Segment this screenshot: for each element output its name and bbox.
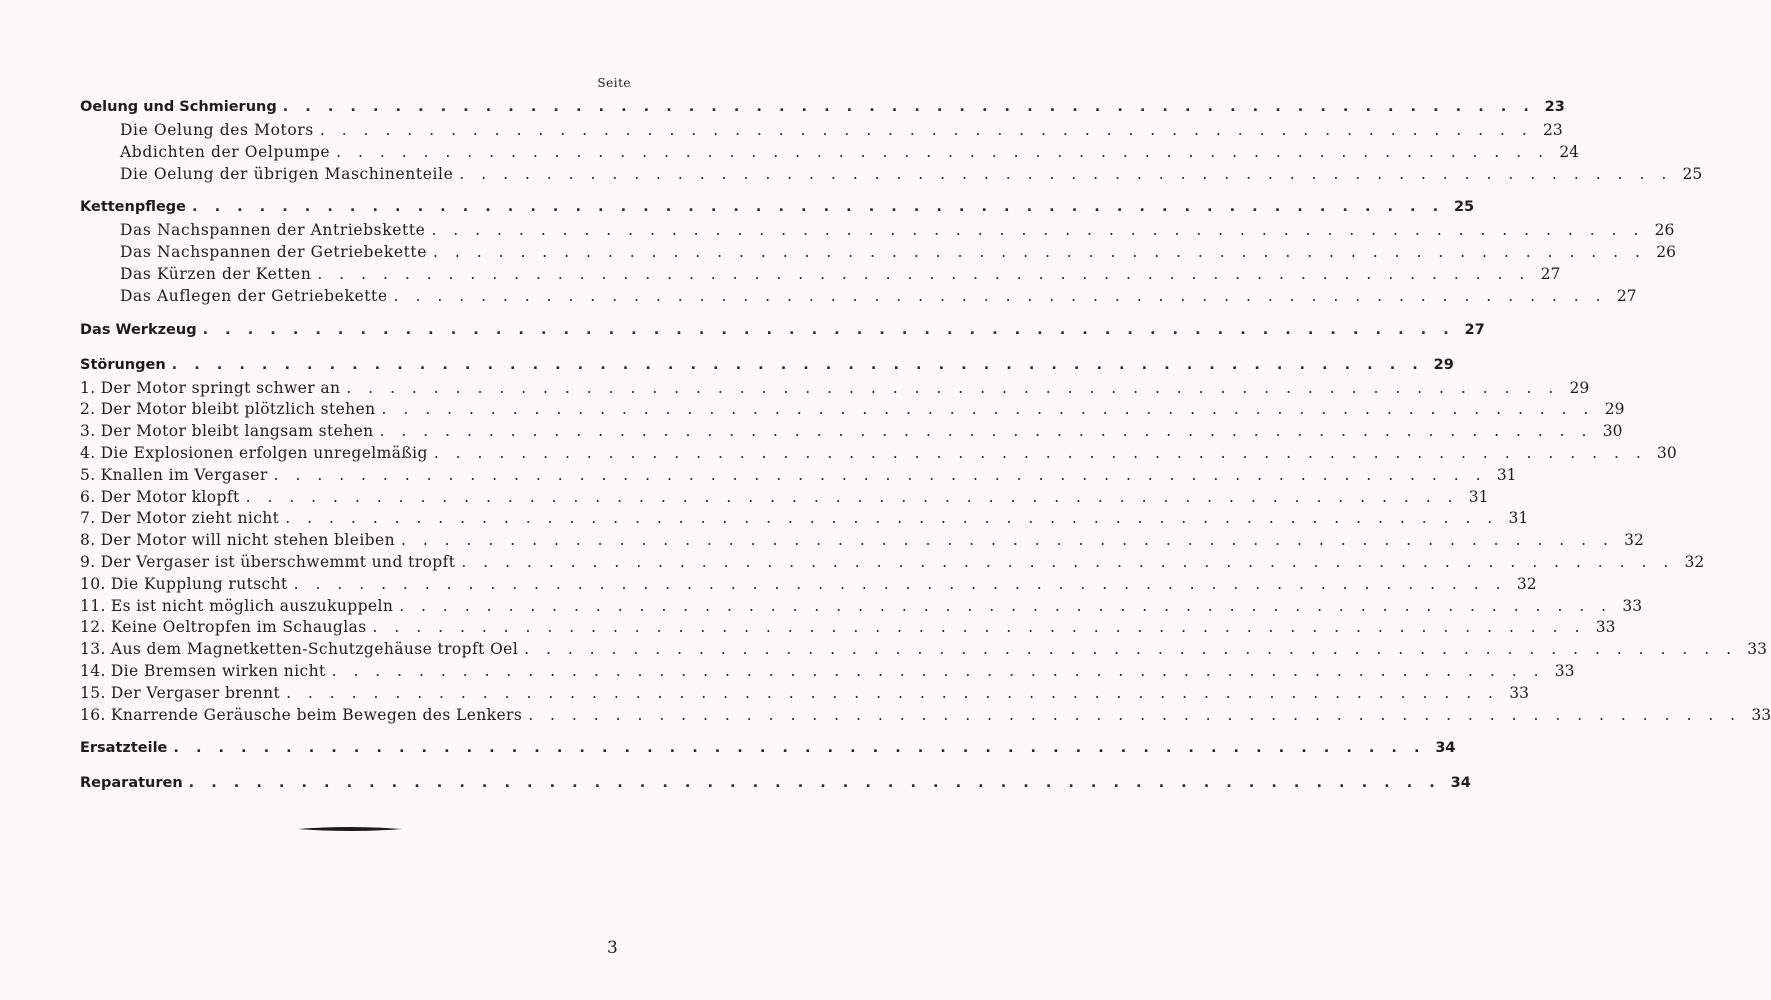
- toc-entry-title: Der Vergaser ist überschwemmt und tropft: [100, 552, 456, 571]
- dot-leader: . . . . . . . . . . . . . . . . . . . . . . . . . . . . . . . . . . . . . . . . . . . . . . . . . . . . . . . .: [273, 465, 1487, 484]
- toc-section-title: Ersatzteile: [80, 740, 168, 757]
- toc-section-title: Oelung und Schmierung: [80, 99, 277, 115]
- toc-entry-title: Das Kürzen der Ketten: [120, 264, 312, 283]
- dot-leader: . . . . . . . . . . . . . . . . . . . . . . . . . . . . . . . . . . . . . . . . . . . . . . . . . . . . . . . .: [319, 121, 1533, 139]
- toc-page-number: 33: [1622, 596, 1643, 615]
- toc-page-number: 33: [1595, 618, 1616, 637]
- dot-leader: . . . . . . . . . . . . . . . . . . . . . . . . . . . . . . . . . . . . . . . . . . . . . . . . . . . . . . . .: [399, 596, 1613, 615]
- toc-page-number: 25: [1453, 199, 1475, 216]
- dot-leader: . . . . . . . . . . . . . . . . . . . . . . . . . . . . . . . . . . . . . . . . . . . . . . . . . . . . . . . .: [188, 775, 1441, 792]
- dot-leader: . . . . . . . . . . . . . . . . . . . . . . . . . . . . . . . . . . . . . . . . . . . . . . . . . . . . . . . .: [381, 400, 1595, 419]
- toc-section-title: Reparaturen: [80, 775, 183, 792]
- toc-section-row: [80, 352, 1454, 378]
- dot-leader: . . . . . . . . . . . . . . . . . . . . . . . . . . . . . . . . . . . . . . . . . . . . . . . . . . . . . . . .: [192, 199, 1445, 216]
- toc-entry-title: Das Nachspannen der Antriebskette: [120, 221, 426, 240]
- dot-leader: . . . . . . . . . . . . . . . . . . . . . . . . . . . . . . . . . . . . . . . . . . . . . . . . . . . . . . . .: [336, 142, 1550, 161]
- toc-page-number: 33: [1509, 683, 1529, 702]
- toc-entry-row: [80, 487, 1489, 509]
- dot-leader: . . . . . . . . . . . . . . . . . . . . . . . . . . . . . . . . . . . . . . . . . . . . . . . . . . . . . . . .: [293, 574, 1507, 593]
- dot-leader: . . . . . . . . . . . . . . . . . . . . . . . . . . . . . . . . . . . . . . . . . . . . . . . . . . . . . . . .: [282, 99, 1535, 115]
- toc-page-number: 30: [1657, 443, 1677, 462]
- dot-leader: . . . . . . . . . . . . . . . . . . . . . . . . . . . . . . . . . . . . . . . . . . . . . . . . . . . . . . . .: [245, 487, 1459, 506]
- toc-section-title: Kettenpflege: [80, 199, 187, 216]
- toc-entry-number: 16.: [80, 705, 106, 724]
- dot-leader: . . . . . . . . . . . . . . . . . . . . . . . . . . . . . . . . . . . . . . . . . . . . . . . . . . . . . . . .: [372, 618, 1586, 637]
- toc-entry-title: Die Oelung der übrigen Maschinenteile: [120, 164, 454, 183]
- dot-leader: . . . . . . . . . . . . . . . . . . . . . . . . . . . . . . . . . . . . . . . . . . . . . . . . . . . . . . . .: [171, 356, 1424, 373]
- toc-entry-number: 15.: [80, 683, 106, 702]
- toc-entry-row: [80, 164, 1703, 186]
- toc-entry-title: Die Kupplung rutscht: [110, 574, 288, 593]
- toc-entry-title: Der Vergaser brennt: [110, 683, 281, 702]
- toc-page-number: 26: [1654, 221, 1675, 240]
- toc-page-number: 31: [1508, 509, 1529, 528]
- dot-leader: . . . . . . . . . . . . . . . . . . . . . . . . . . . . . . . . . . . . . . . . . . . . . . . . . . . . . . . .: [400, 531, 1614, 550]
- toc-page-number: 25: [1682, 164, 1703, 183]
- toc-page-number: 34: [1450, 775, 1471, 792]
- dot-leader: . . . . . . . . . . . . . . . . . . . . . . . . . . . . . . . . . . . . . . . . . . . . . . . . . . . . . . . .: [459, 164, 1673, 183]
- toc-entry-row: [80, 242, 1676, 264]
- toc-entry-number: 13.: [80, 640, 106, 659]
- toc-section-row: [80, 94, 1565, 120]
- toc-page-number: 31: [1468, 487, 1489, 506]
- toc-entry-title: Keine Oeltropfen im Schauglas: [110, 618, 367, 637]
- toc-section-title: Das Werkzeug: [80, 321, 197, 338]
- toc-entry-title: Der Motor klopft: [100, 487, 240, 506]
- toc-entry-row: [80, 617, 1616, 639]
- toc-page-number: 31: [1496, 465, 1517, 484]
- dot-leader: . . . . . . . . . . . . . . . . . . . . . . . . . . . . . . . . . . . . . . . . . . . . . . . . . . . . . . . .: [528, 705, 1742, 724]
- dot-leader: . . . . . . . . . . . . . . . . . . . . . . . . . . . . . . . . . . . . . . . . . . . . . . . . . . . . . . . .: [433, 243, 1646, 262]
- toc-entry-row: [80, 705, 1771, 727]
- toc-page-number: 23: [1544, 99, 1565, 115]
- toc-entry-row: [80, 683, 1529, 705]
- toc-section-title: Störungen: [80, 356, 166, 373]
- toc-entry-row: [80, 508, 1529, 530]
- toc-entry-number: 12.: [80, 618, 106, 637]
- toc-page-number: 24: [1559, 142, 1580, 161]
- toc-page-number: 33: [1747, 640, 1768, 659]
- toc-entry-row: [80, 220, 1675, 242]
- toc-page-number: 32: [1684, 552, 1705, 571]
- toc-entry-number: 10.: [80, 574, 106, 593]
- toc-entry-row: [80, 574, 1537, 596]
- page-number: 3: [607, 938, 618, 958]
- toc-entry-number: 7.: [80, 509, 96, 528]
- toc-page-number: 26: [1656, 243, 1676, 262]
- toc-entry-title: Die Oelung des Motors: [120, 121, 314, 139]
- dot-leader: . . . . . . . . . . . . . . . . . . . . . . . . . . . . . . . . . . . . . . . . . . . . . . . . . . . . . . . .: [286, 683, 1499, 702]
- toc-entry-row: [80, 399, 1625, 421]
- toc-page-number: 32: [1624, 531, 1644, 550]
- toc-entry-title: Knarrende Geräusche beim Bewegen des Lenkers: [110, 705, 523, 724]
- toc-entry-title: Der Motor bleibt plötzlich stehen: [100, 400, 376, 419]
- toc-entry-title: Der Motor bleibt langsam stehen: [100, 422, 374, 441]
- toc-page-number: 23: [1543, 121, 1563, 139]
- toc-entry-row: [80, 661, 1575, 683]
- dot-leader: . . . . . . . . . . . . . . . . . . . . . . . . . . . . . . . . . . . . . . . . . . . . . . . . . . . . . . . .: [285, 509, 1499, 528]
- dot-leader: . . . . . . . . . . . . . . . . . . . . . . . . . . . . . . . . . . . . . . . . . . . . . . . . . . . . . . . .: [317, 264, 1531, 283]
- toc-entry-row: [80, 530, 1644, 552]
- toc-entry-row: [80, 596, 1643, 618]
- column-header-seite: Seite: [597, 76, 631, 90]
- toc-entry-row: [80, 264, 1561, 286]
- toc-entry-title: Der Motor zieht nicht: [100, 509, 280, 528]
- toc-entry-number: 2.: [80, 400, 96, 419]
- toc-entry-number: 1.: [80, 378, 96, 397]
- toc-entry-number: 8.: [80, 531, 96, 550]
- toc-entry-number: 4.: [80, 443, 96, 462]
- toc-entry-title: Der Motor will nicht stehen bleiben: [100, 531, 395, 550]
- dot-leader: . . . . . . . . . . . . . . . . . . . . . . . . . . . . . . . . . . . . . . . . . . . . . . . . . . . . . . . .: [379, 422, 1593, 441]
- toc-page-number: 29: [1604, 400, 1625, 419]
- toc-entry-row: [80, 286, 1637, 308]
- toc-entry-title: Der Motor springt schwer an: [100, 378, 341, 397]
- toc-entry-row: [80, 421, 1623, 443]
- toc-entry-title: Das Nachspannen der Getriebekette: [120, 243, 428, 262]
- toc-entry-number: 5.: [80, 465, 96, 484]
- dot-leader: . . . . . . . . . . . . . . . . . . . . . . . . . . . . . . . . . . . . . . . . . . . . . . . . . . . . . . . .: [461, 552, 1675, 571]
- toc-entry-title: Es ist nicht möglich auszukuppeln: [110, 596, 394, 615]
- toc-entry-title: Die Explosionen erfolgen unregelmäßig: [100, 443, 428, 462]
- toc-entry-title: Die Bremsen wirken nicht: [110, 661, 326, 680]
- dot-leader: . . . . . . . . . . . . . . . . . . . . . . . . . . . . . . . . . . . . . . . . . . . . . . . . . . . . . . . .: [202, 321, 1455, 338]
- toc-page-number: 27: [1540, 264, 1561, 283]
- table-of-contents: [80, 94, 1771, 796]
- toc-page-number: 27: [1464, 321, 1485, 338]
- toc-page-number: 30: [1602, 422, 1623, 441]
- toc-entry-row: [80, 142, 1580, 164]
- toc-section-row: [80, 735, 1456, 761]
- toc-page-number: 27: [1616, 286, 1637, 305]
- toc-page-number: 29: [1433, 356, 1454, 373]
- dot-leader: . . . . . . . . . . . . . . . . . . . . . . . . . . . . . . . . . . . . . . . . . . . . . . . . . . . . . . . .: [173, 740, 1426, 757]
- toc-entry-row: [80, 552, 1705, 574]
- toc-entry-row: [80, 443, 1677, 465]
- toc-entry-row: [80, 120, 1563, 142]
- toc-entry-number: 11.: [80, 596, 106, 615]
- dot-leader: . . . . . . . . . . . . . . . . . . . . . . . . . . . . . . . . . . . . . . . . . . . . . . . . . . . . . . . .: [431, 221, 1645, 240]
- toc-entry-title: Abdichten der Oelpumpe: [120, 142, 331, 161]
- toc-page-number: 32: [1516, 574, 1537, 593]
- toc-section-row: [80, 317, 1485, 343]
- toc-entry-number: 14.: [80, 661, 106, 680]
- toc-section-row: [80, 770, 1471, 796]
- toc-page-number: 33: [1751, 705, 1771, 724]
- dot-leader: . . . . . . . . . . . . . . . . . . . . . . . . . . . . . . . . . . . . . . . . . . . . . . . . . . . . . . . .: [331, 661, 1545, 680]
- toc-entry-title: Knallen im Vergaser: [100, 465, 268, 484]
- toc-entry-row: [80, 639, 1768, 661]
- dot-leader: . . . . . . . . . . . . . . . . . . . . . . . . . . . . . . . . . . . . . . . . . . . . . . . . . . . . . . . .: [346, 378, 1560, 397]
- swelled-rule-ornament: [298, 826, 402, 832]
- toc-page-number: 33: [1554, 661, 1575, 680]
- toc-entry-number: 6.: [80, 487, 96, 506]
- toc-entry-row: [80, 465, 1517, 487]
- toc-page-number: 34: [1435, 740, 1456, 757]
- toc-page-number: 29: [1569, 378, 1590, 397]
- dot-leader: . . . . . . . . . . . . . . . . . . . . . . . . . . . . . . . . . . . . . . . . . . . . . . . . . . . . . . . .: [524, 640, 1738, 659]
- dot-leader: . . . . . . . . . . . . . . . . . . . . . . . . . . . . . . . . . . . . . . . . . . . . . . . . . . . . . . . .: [433, 443, 1647, 462]
- toc-entry-row: [80, 378, 1590, 400]
- toc-entry-number: 9.: [80, 552, 96, 571]
- toc-entry-title: Aus dem Magnetketten-Schutzgehäuse tropft Oel: [110, 640, 519, 659]
- dot-leader: . . . . . . . . . . . . . . . . . . . . . . . . . . . . . . . . . . . . . . . . . . . . . . . . . . . . . . . .: [393, 286, 1607, 305]
- toc-section-row: [80, 194, 1475, 220]
- toc-entry-title: Das Auflegen der Getriebekette: [120, 286, 388, 305]
- toc-entry-number: 3.: [80, 422, 96, 441]
